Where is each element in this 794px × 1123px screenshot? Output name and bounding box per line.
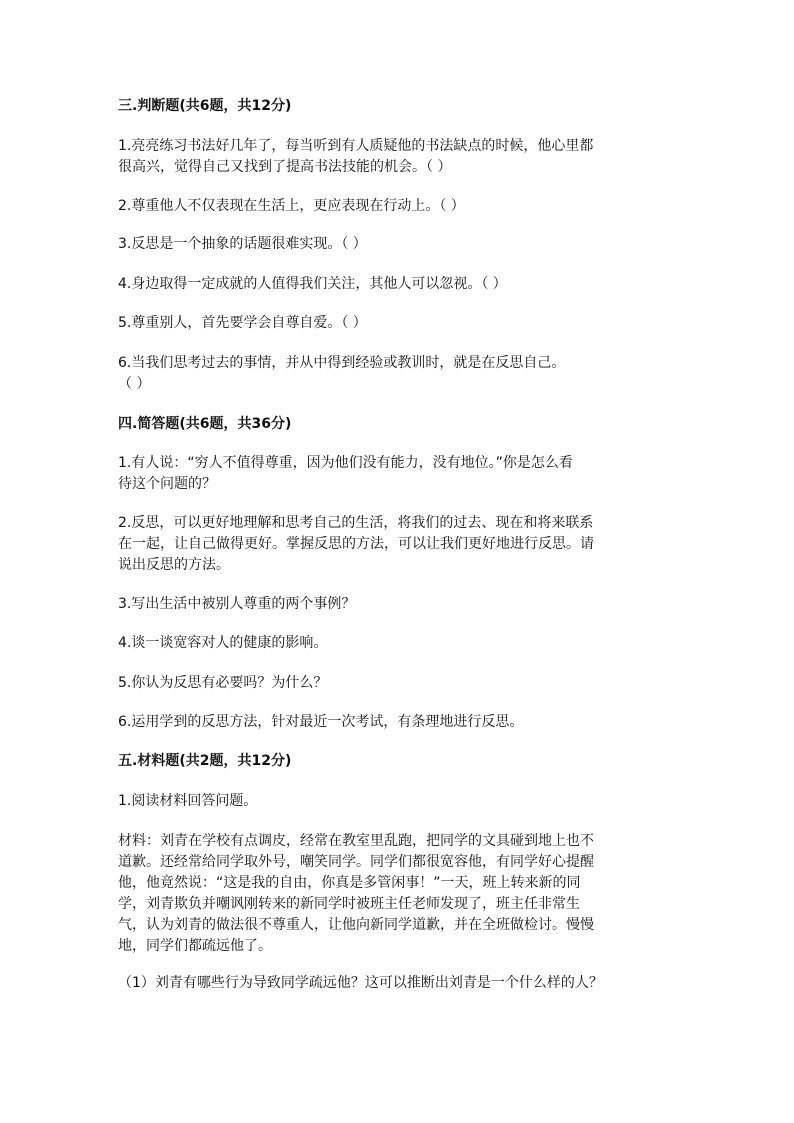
- material-text-line1: 材料：刘青在学校有点调皮，经常在教室里乱跑，把同学的文具碰到地上也不: [118, 833, 594, 849]
- short-q2-line2: 在一起，让自己做得更好。掌握反思的方法，可以让我们更好地进行反思。请: [118, 536, 594, 552]
- short-q5: 5.你认为反思有必要吗？为什么？: [118, 675, 328, 691]
- material-text-line4: 学，刘青欺负并嘲讽刚转来的新同学时被班主任老师发现了，班主任非常生: [118, 896, 580, 912]
- material-text-line6: 地，同学们都疏远他了。: [118, 938, 272, 954]
- short-q1-line1: 1.有人说：“穷人不值得尊重，因为他们没有能力，没有地位。”你是怎么看: [118, 455, 573, 471]
- judge-q1-line1: 1.亮亮练习书法好几年了，每当听到有人质疑他的书法缺点的时候，他心里都: [118, 138, 594, 154]
- short-q4: 4.谈一谈宽容对人的健康的影响。: [118, 635, 328, 651]
- section-3-heading: 三.判断题(共6题，共12分): [118, 98, 292, 114]
- material-subquestion-1: （1）刘青有哪些行为导致同学疏远他？这可以推断出刘青是一个什么样的人？: [118, 975, 603, 991]
- section-5-heading: 五.材料题(共2题，共12分): [118, 753, 292, 769]
- short-q1-line2: 待这个问题的？: [118, 476, 216, 492]
- material-text-line3: 他，他竟然说：“这是我的自由，你真是多管闲事！”一天，班上转来新的同: [118, 875, 581, 891]
- material-q1: 1.阅读材料回答问题。: [118, 793, 258, 809]
- judge-q4: 4.身边取得一定成就的人值得我们关注，其他人可以忽视。（ ）: [118, 276, 507, 292]
- material-text-line5: 气，认为刘青的做法很不尊重人，让他向新同学道歉，并在全班做检讨。慢慢: [118, 917, 594, 933]
- judge-q2: 2.尊重他人不仅表现在生活上，更应表现在行动上。（ ）: [118, 198, 465, 214]
- short-q3: 3.写出生活中被别人尊重的两个事例？: [118, 596, 356, 612]
- short-q6: 6.运用学到的反思方法，针对最近一次考试，有条理地进行反思。: [118, 714, 524, 730]
- judge-q6-line1: 6.当我们思考过去的事情，并从中得到经验或教训时，就是在反思自己。: [118, 355, 566, 371]
- material-text-line2: 道歉。还经常给同学取外号，嘲笑同学。同学们都很宽容他，有同学好心提醒: [118, 854, 594, 870]
- judge-q5: 5.尊重别人，首先要学会自尊自爱。（ ）: [118, 315, 367, 331]
- section-4-heading: 四.简答题(共6题，共36分): [118, 416, 292, 432]
- short-q2-line1: 2.反思，可以更好地理解和思考自己的生活，将我们的过去、现在和将来联系: [118, 515, 594, 531]
- judge-q6-line2: （ ）: [118, 376, 151, 392]
- judge-q1-line2: 很高兴，觉得自己又找到了提高书法技能的机会。（ ）: [118, 159, 452, 175]
- short-q2-line3: 说出反思的方法。: [118, 557, 230, 573]
- judge-q3: 3.反思是一个抽象的话题很难实现。（ ）: [118, 236, 367, 252]
